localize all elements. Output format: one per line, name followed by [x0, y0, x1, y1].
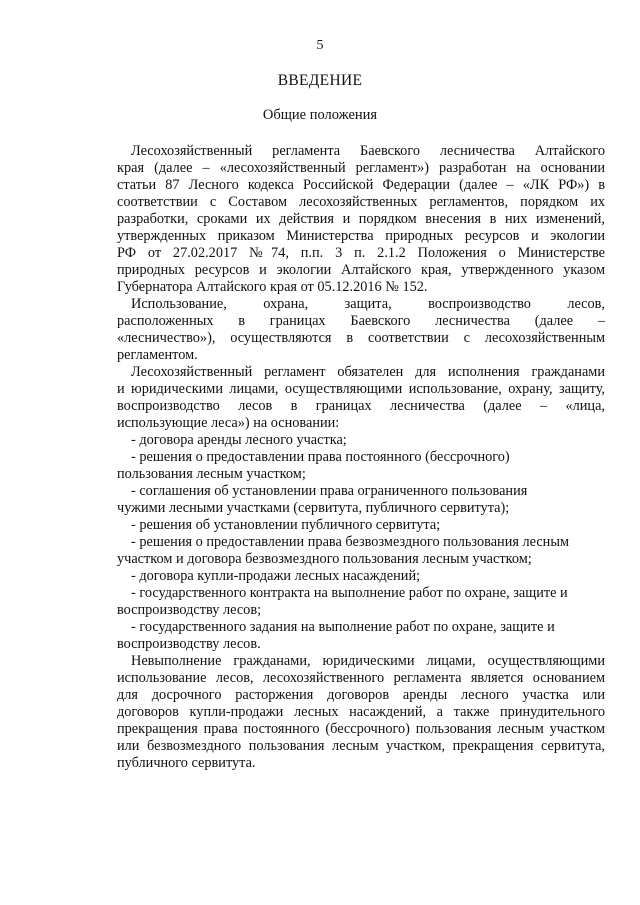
paragraph-line: и юридическими лицами, осуществляющими использование, охрану, защиту, — [117, 381, 605, 397]
list-item — [117, 483, 605, 517]
paragraph-line: публичного сервитута. — [117, 755, 256, 771]
paragraph-line: края (далее – «лесохозяйственный регламент») разработан на основании — [117, 160, 605, 176]
paragraph-line: использование лесов, лесохозяйственного регламента является основанием — [117, 670, 605, 686]
paragraph-line: или безвозмездного пользования лесным участком, прекращения сервитута, — [117, 738, 605, 754]
paragraph-line: Лесохозяйственный регламента Баевского лесничества Алтайского — [131, 143, 605, 159]
list-item-text: - договора аренды лесного участка; — [131, 432, 347, 448]
paragraph-line: природных ресурсов и экологии Алтайского края, утвержденного указом — [117, 262, 605, 278]
section-title: ВВЕДЕНИЕ — [277, 72, 363, 89]
paragraph-line: использующие леса») на основании: — [117, 415, 340, 431]
obligation-paragraph — [117, 364, 605, 432]
paragraph-line: Невыполнение гражданами, юридическими лицами, осуществляющими — [131, 653, 605, 669]
page-number: 5 — [316, 38, 324, 53]
list-item-text: - договора купли-продажи лесных насаждений; — [131, 568, 421, 584]
list-item — [117, 619, 605, 653]
list-item-text: - решения о предоставлении права безвозмездного пользования лесным — [131, 534, 569, 550]
list-item-continuation: воспроизводству лесов. — [117, 636, 261, 652]
paragraph-line: Лесохозяйственный регламент обязателен для исполнения гражданами — [131, 364, 605, 380]
list-item-text: - соглашения об установлении права ограниченного пользования — [131, 483, 528, 499]
list-item-text: - государственного контракта на выполнение работ по охране, защите и — [131, 585, 568, 601]
consequence-paragraph — [117, 653, 605, 772]
list-item-continuation: чужими лесными участками (сервитута, публичного сервитута); — [117, 500, 510, 516]
list-item-continuation: пользования лесным участком; — [117, 466, 306, 482]
usage-paragraph — [117, 296, 605, 364]
section-subtitle: Общие положения — [262, 107, 378, 123]
paragraph-line: расположенных в границах Баевского лесничества (далее – — [117, 313, 605, 329]
paragraph-line: соответствии с Составом лесохозяйственных регламентов, порядком их — [117, 194, 605, 210]
paragraph-line: разработки, сроками их действия и порядком внесения в них изменений, — [117, 211, 605, 227]
paragraph-line: утвержденных приказом Министерства природных ресурсов и экологии — [117, 228, 605, 244]
list-item-text: - решения о предоставлении права постоянного (бессрочного) — [131, 449, 510, 465]
intro-paragraph — [117, 143, 605, 296]
list-item — [117, 449, 605, 483]
paragraph-line: статьи 87 Лесного кодекса Российской Федерации (далее – «ЛК РФ») в — [117, 177, 605, 193]
paragraph-line: Губернатора Алтайского края от 05.12.2016 № 152. — [117, 279, 428, 295]
list-item — [117, 568, 605, 585]
paragraph-line: прекращения права постоянного (бессрочного) пользования лесным участком — [117, 721, 605, 737]
list-item — [117, 432, 605, 449]
paragraph-line: воспроизводство лесов в границах лесничества (далее – «лица, — [117, 398, 605, 414]
paragraph-line: Использование, охрана, защита, воспроизводство лесов, — [131, 296, 605, 312]
list-item — [117, 517, 605, 534]
list-item-continuation: воспроизводству лесов; — [117, 602, 262, 618]
list-item — [117, 585, 605, 619]
list-item-continuation: участком и договора безвозмездного пользования лесным участком; — [117, 551, 532, 567]
paragraph-line: РФ от 27.02.2017 №74, п.п. 3 п. 2.1.2 Положения о Министерстве — [117, 245, 605, 261]
list-item-text: - решения об установлении публичного сервитута; — [131, 517, 441, 533]
list-item-text: - государственного задания на выполнение работ по охране, защите и — [131, 619, 555, 635]
paragraph-line: для досрочного расторжения договоров аренды лесного участка или — [117, 687, 605, 703]
paragraph-line: договоров купли-продажи лесных насаждений, а также принудительного — [117, 704, 605, 720]
paragraph-line: «лесничество»), осуществляются в соответствии с лесохозяйственным — [117, 330, 605, 346]
paragraph-line: регламентом. — [117, 347, 198, 363]
list-item — [117, 534, 605, 568]
document-body — [117, 143, 605, 772]
